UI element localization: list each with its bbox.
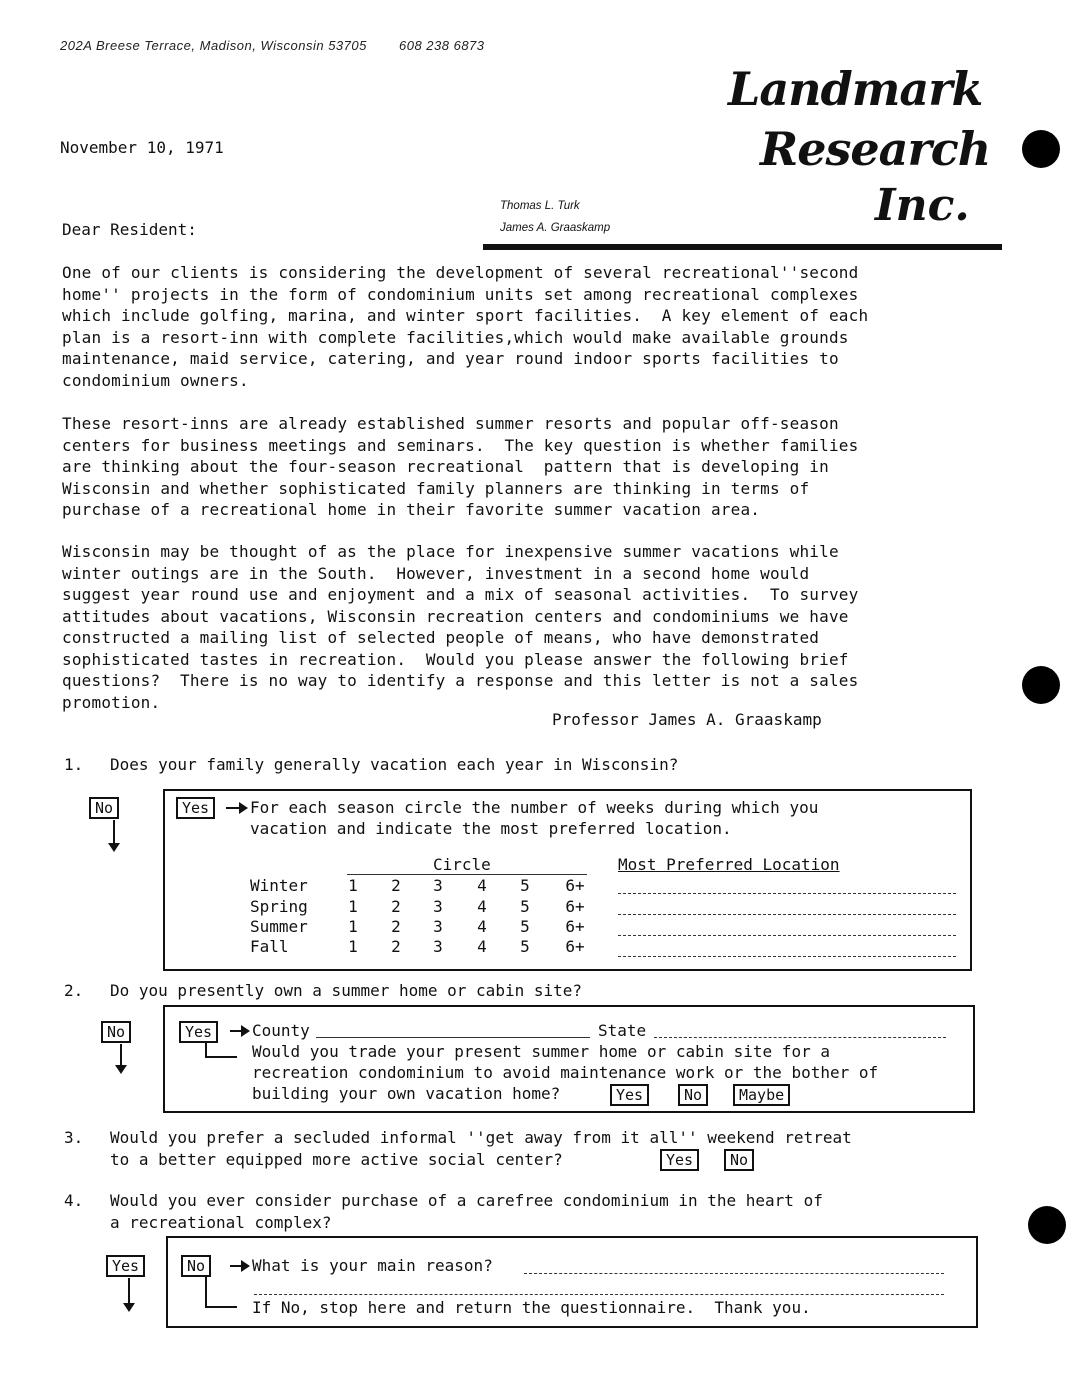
q1-yes-option[interactable]: Yes bbox=[176, 797, 215, 819]
principal-graaskamp: James A. Graaskamp bbox=[500, 222, 611, 234]
q2-yes-option[interactable]: Yes bbox=[179, 1021, 218, 1043]
q1-week-option[interactable]: 5 bbox=[520, 937, 530, 956]
q4-number: 4. bbox=[64, 1191, 84, 1210]
q1-season-winter: Winter bbox=[250, 876, 308, 895]
logo-line-2: Research bbox=[760, 122, 991, 176]
q2-county-label: County bbox=[252, 1021, 310, 1040]
q1-week-option[interactable]: 5 bbox=[520, 876, 530, 895]
q2-followup: Would you trade your present summer home or cabin site for a recreation condominium to avoid maintenance work or the bother of building your own vacation home? bbox=[252, 1042, 879, 1103]
q1-week-option[interactable]: 3 bbox=[433, 897, 443, 916]
paragraph-2: These resort-inns are already established summer resorts and popular off-season centers for business meetings and seminars. The key question is whether families are thinking about the four-season recreational pattern that is developing in Wisconsin and whether sophisticated family planners are thinking in terms of purchase of a recreational home in their favorite summer vacation area. bbox=[62, 414, 859, 519]
q4-reason-field[interactable] bbox=[524, 1273, 944, 1274]
q1-instruction: For each season circle the number of weeks during which you vacation and indicate the most preferred location. bbox=[250, 798, 819, 838]
q2-trade-yes[interactable]: Yes bbox=[610, 1084, 649, 1106]
letter-date: November 10, 1971 bbox=[60, 138, 224, 157]
q1-circle-rule bbox=[347, 874, 587, 875]
q1-week-option[interactable]: 6+ bbox=[565, 897, 585, 916]
paragraph-3: Wisconsin may be thought of as the place for inexpensive summer vacations while winter outings are in the South. However, investment in a second home would suggest year round use and enjoyment and a mix of seasonal activities. To survey attitudes about vacations, Wisconsin recreation centers and condominiums we have constructed a mailing list of selected people of means, who have demonstrated sophisticated tastes in recreation. Would you please answer the following brief questions? There is no way to identify a response and this letter is not a sales promotion. bbox=[62, 542, 859, 712]
q1-week-option[interactable]: 5 bbox=[520, 917, 530, 936]
q1-week-option[interactable]: 4 bbox=[477, 917, 487, 936]
principals bbox=[500, 195, 610, 239]
q1-week-option[interactable]: 2 bbox=[391, 876, 401, 895]
question-3 bbox=[64, 1127, 964, 1175]
q3-text: Would you prefer a secluded informal ''get away from it all'' weekend retreat to a better equipped more active social center? bbox=[110, 1128, 852, 1169]
q2-yes-arrow bbox=[230, 1030, 242, 1032]
q1-week-option[interactable]: 1 bbox=[348, 876, 358, 895]
q4-no-option[interactable]: No bbox=[181, 1255, 211, 1277]
q1-week-option[interactable]: 5 bbox=[520, 897, 530, 916]
q1-week-option[interactable]: 4 bbox=[477, 937, 487, 956]
salutation: Dear Resident: bbox=[62, 220, 197, 239]
address-street: 202A Breese Terrace, Madison, Wisconsin 53705 bbox=[60, 38, 367, 53]
q1-season-fall: Fall bbox=[250, 937, 289, 956]
q2-state-field[interactable] bbox=[654, 1037, 946, 1038]
signature: Professor James A. Graaskamp bbox=[552, 710, 822, 729]
q1-week-option[interactable]: 2 bbox=[391, 937, 401, 956]
q1-week-option[interactable]: 1 bbox=[348, 897, 358, 916]
punch-hole-bottom bbox=[1028, 1206, 1066, 1244]
q1-week-option[interactable]: 6+ bbox=[565, 876, 585, 895]
q1-week-option[interactable]: 6+ bbox=[565, 937, 585, 956]
q4-elbow-arrow bbox=[205, 1276, 237, 1308]
q4-reason-field-2[interactable] bbox=[254, 1294, 944, 1295]
principal-turk: Thomas L. Turk bbox=[500, 200, 580, 212]
q1-text: Does your family generally vacation each year in Wisconsin? bbox=[110, 755, 679, 774]
letterhead-rule bbox=[483, 244, 1002, 250]
paragraph-1: One of our clients is considering the development of several recreational''second home'' projects in the form of condominium units set among recreational complexes which include golfing, marina, and winter sport facilities. A key element of each plan is a resort-inn with complete facilities,which would make available grounds maintenance, maid service, catering, and year round indoor sports facilities to condominium owners. bbox=[62, 263, 869, 390]
q1-no-arrow bbox=[113, 820, 115, 844]
q1-location-line-spring[interactable] bbox=[618, 914, 956, 915]
q2-no-arrow bbox=[120, 1044, 122, 1066]
q4-stop-text: If No, stop here and return the questionnaire. Thank you. bbox=[252, 1298, 811, 1317]
q2-trade-no[interactable]: No bbox=[678, 1084, 708, 1106]
q4-yes-option[interactable]: Yes bbox=[106, 1255, 145, 1277]
q1-week-option[interactable]: 3 bbox=[433, 917, 443, 936]
q2-state-label: State bbox=[598, 1021, 647, 1040]
q1-location-line-fall[interactable] bbox=[618, 956, 956, 957]
q1-week-option[interactable]: 6+ bbox=[565, 917, 585, 936]
q2-county-field[interactable] bbox=[316, 1037, 590, 1038]
letterhead-address bbox=[60, 38, 513, 53]
company-logo bbox=[720, 62, 991, 242]
q1-week-option[interactable]: 2 bbox=[391, 917, 401, 936]
question-1 bbox=[64, 754, 964, 778]
q2-trade-maybe[interactable]: Maybe bbox=[733, 1084, 790, 1106]
q3-yes-option[interactable]: Yes bbox=[660, 1149, 699, 1171]
q1-week-option[interactable]: 1 bbox=[348, 937, 358, 956]
question-4 bbox=[64, 1190, 964, 1238]
q4-no-arrow bbox=[230, 1265, 242, 1267]
question-2 bbox=[64, 980, 964, 1004]
q1-week-option[interactable]: 2 bbox=[391, 897, 401, 916]
address-phone: 608 238 6873 bbox=[398, 38, 485, 53]
q3-number: 3. bbox=[64, 1128, 84, 1147]
q1-week-option[interactable]: 4 bbox=[477, 876, 487, 895]
q1-circle-header: Circle bbox=[433, 855, 491, 874]
punch-hole-middle bbox=[1022, 666, 1060, 704]
q1-yes-arrow bbox=[226, 807, 240, 809]
q1-week-option[interactable]: 3 bbox=[433, 876, 443, 895]
punch-hole-top bbox=[1022, 130, 1060, 168]
q1-location-header: Most Preferred Location bbox=[618, 855, 840, 874]
q1-week-option[interactable]: 1 bbox=[348, 917, 358, 936]
q2-no-option[interactable]: No bbox=[101, 1021, 131, 1043]
q4-text: Would you ever consider purchase of a carefree condominium in the heart of a recreational complex? bbox=[110, 1191, 823, 1232]
q4-reason-label: What is your main reason? bbox=[252, 1256, 493, 1275]
q1-location-line-summer[interactable] bbox=[618, 935, 956, 936]
logo-line-1: Landmark bbox=[728, 62, 983, 116]
q1-season-spring: Spring bbox=[250, 897, 308, 916]
q4-yes-arrow bbox=[128, 1278, 130, 1304]
q1-week-option[interactable]: 3 bbox=[433, 937, 443, 956]
logo-line-3: Inc. bbox=[875, 180, 970, 231]
q3-no-option[interactable]: No bbox=[724, 1149, 754, 1171]
q1-location-line-winter[interactable] bbox=[618, 893, 956, 894]
q1-week-option[interactable]: 4 bbox=[477, 897, 487, 916]
q1-season-summer: Summer bbox=[250, 917, 308, 936]
q2-number: 2. bbox=[64, 981, 84, 1000]
q2-text: Do you presently own a summer home or cabin site? bbox=[110, 981, 583, 1000]
q1-number: 1. bbox=[64, 755, 84, 774]
q2-elbow-arrow bbox=[205, 1042, 237, 1058]
q1-no-option[interactable]: No bbox=[89, 797, 119, 819]
